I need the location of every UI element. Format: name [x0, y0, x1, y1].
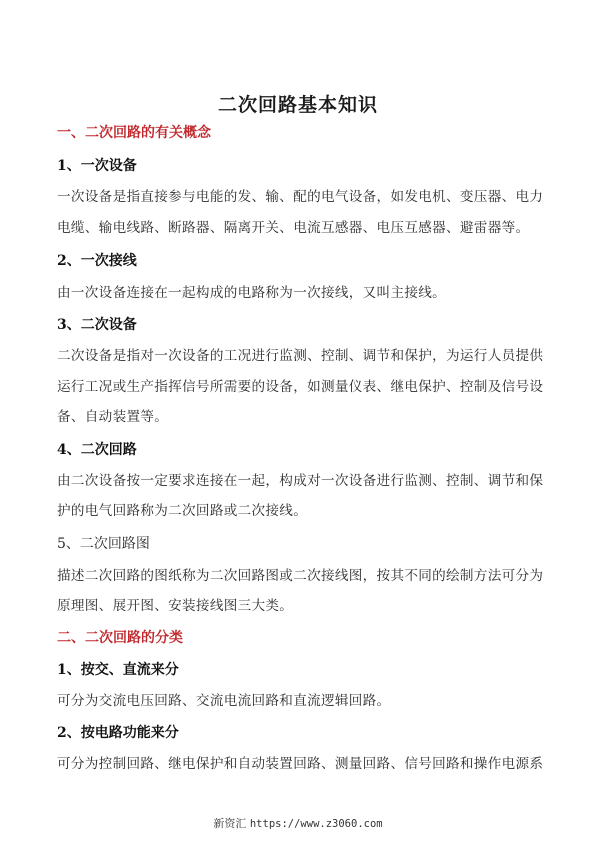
paragraph-line: 电缆、输电线路、断路器、隔离开关、电流互感器、电压互感器、避雷器等。	[57, 220, 530, 236]
section-heading-classification: 二、二次回路的分类	[57, 630, 183, 646]
footer-site-name: 新资汇	[213, 817, 247, 830]
paragraph-line: 由一次设备连接在一起构成的电路称为一次接线，又叫主接线。	[57, 285, 447, 301]
paragraph-line: 由二次设备按一定要求连接在一起，构成对一次设备进行监测、控制、调节和保	[57, 473, 544, 489]
section-heading-concepts: 一、二次回路的有关概念	[57, 125, 211, 141]
paragraph-line: 二次设备是指对一次设备的工况进行监测、控制、调节和保护，为运行人员提供	[57, 348, 544, 364]
paragraph-line: 可分为交流电压回路、交流电流回路和直流逻辑回路。	[57, 693, 391, 709]
paragraph-line: 描述二次回路的图纸称为二次回路图或二次接线图，按其不同的绘制方法可分为	[57, 568, 544, 584]
paragraph-line: 一次设备是指直接参与电能的发、输、配的电气设备，如发电机、变压器、电力	[57, 189, 544, 205]
paragraph-line: 备、自动装置等。	[57, 409, 169, 425]
subheading-secondary-circuit-diagram: 5、二次回路图	[57, 536, 150, 552]
subheading-primary-wiring: 2、一次接线	[57, 253, 137, 269]
subheading-by-ac-dc: 1、按交、直流来分	[57, 662, 179, 678]
subheading-secondary-equipment: 3、二次设备	[57, 317, 137, 333]
page-title: 二次回路基本知识	[217, 94, 378, 116]
page-footer	[0, 815, 596, 831]
subheading-by-function: 2、按电路功能来分	[57, 725, 179, 741]
subheading-secondary-circuit: 4、二次回路	[57, 442, 137, 458]
footer-url-link[interactable]: https://www.z3060.com	[249, 818, 383, 830]
paragraph-line: 护的电气回路称为二次回路或二次接线。	[57, 503, 308, 519]
paragraph-line: 运行工况或生产指挥信号所需要的设备，如测量仪表、继电保护、控制及信号设	[57, 379, 544, 395]
paragraph-line: 原理图、展开图、安装接线图三大类。	[57, 598, 294, 614]
paragraph-line: 可分为控制回路、继电保护和自动装置回路、测量回路、信号回路和操作电源系	[57, 756, 544, 772]
subheading-primary-equipment: 1、一次设备	[57, 158, 137, 174]
